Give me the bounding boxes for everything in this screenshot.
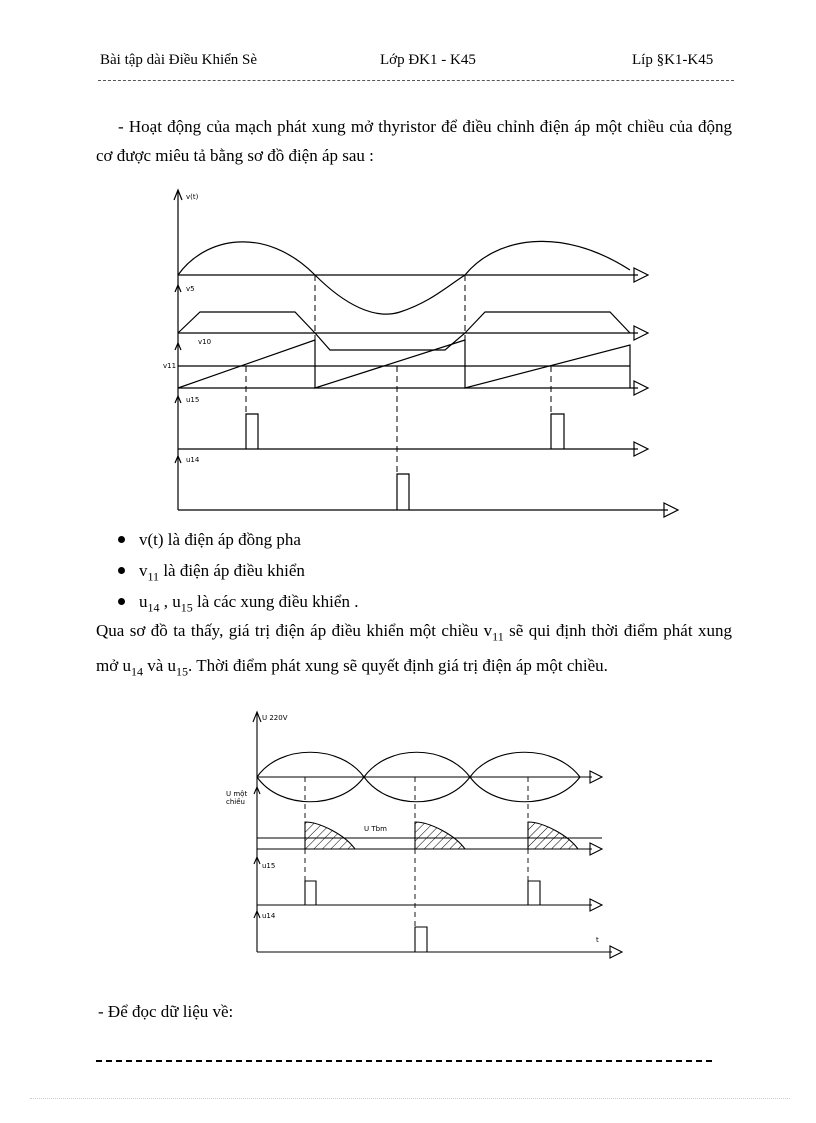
intro-paragraph: - Hoạt động của mạch phát xung mở thyristor để điều chỉnh điện áp một chiều của động cơ được miêu tả bằng sơ đồ điện áp sau : [96,117,732,165]
timing-diagram-1 [163,185,688,525]
label-udc-1: U một [226,790,248,798]
label-v11: v11 [163,362,177,370]
label-v10: v10 [198,338,212,346]
header-left: Bài tập dài Điều Khiển Sè [100,52,258,68]
bullet-2: $v_{11}$ là điện áp điều khiển [118,561,305,584]
label-vt: v(t) [186,193,199,201]
label-u15: u15 [186,396,200,404]
header-center: Lớp ĐK1 - K45 [380,52,476,68]
label-udc-2: chiều [226,798,245,806]
explanation-paragraph: Qua sơ đồ ta thấy, giá trị điện áp điều khiển một chiều $v_{11}$ sẽ qui định thời điểm phát xung mở $u_{14}$ và $u_{15}$. Thời điểm phát xung sẽ quyết định giá trị điện áp một chiều. [96,621,732,679]
header-right: Líp §K1-K45 [632,52,714,68]
label-v5: v5 [186,285,195,293]
label-u14: u14 [186,456,200,464]
header-divider [98,80,734,81]
footer-divider [96,1060,712,1062]
label-u14-b: u14 [262,912,276,920]
read-data-heading: - Để đọc dữ liệu về: [98,1002,234,1021]
page-edge [30,1098,790,1099]
bullet-dot [118,536,125,543]
label-t: t [596,936,599,944]
label-utb: U Tbm [364,825,387,833]
bullet-dot [118,598,125,605]
bullet-3: $u_{14}$ , $u_{15}$ là các xung điều khiển . [118,592,358,615]
timing-diagram-2 [222,705,622,965]
label-u220: U 220V [262,714,288,722]
bullet-dot [118,567,125,574]
label-u15-b: u15 [262,862,276,870]
bullet-1: v(t) là điện áp đồng pha [118,530,301,550]
